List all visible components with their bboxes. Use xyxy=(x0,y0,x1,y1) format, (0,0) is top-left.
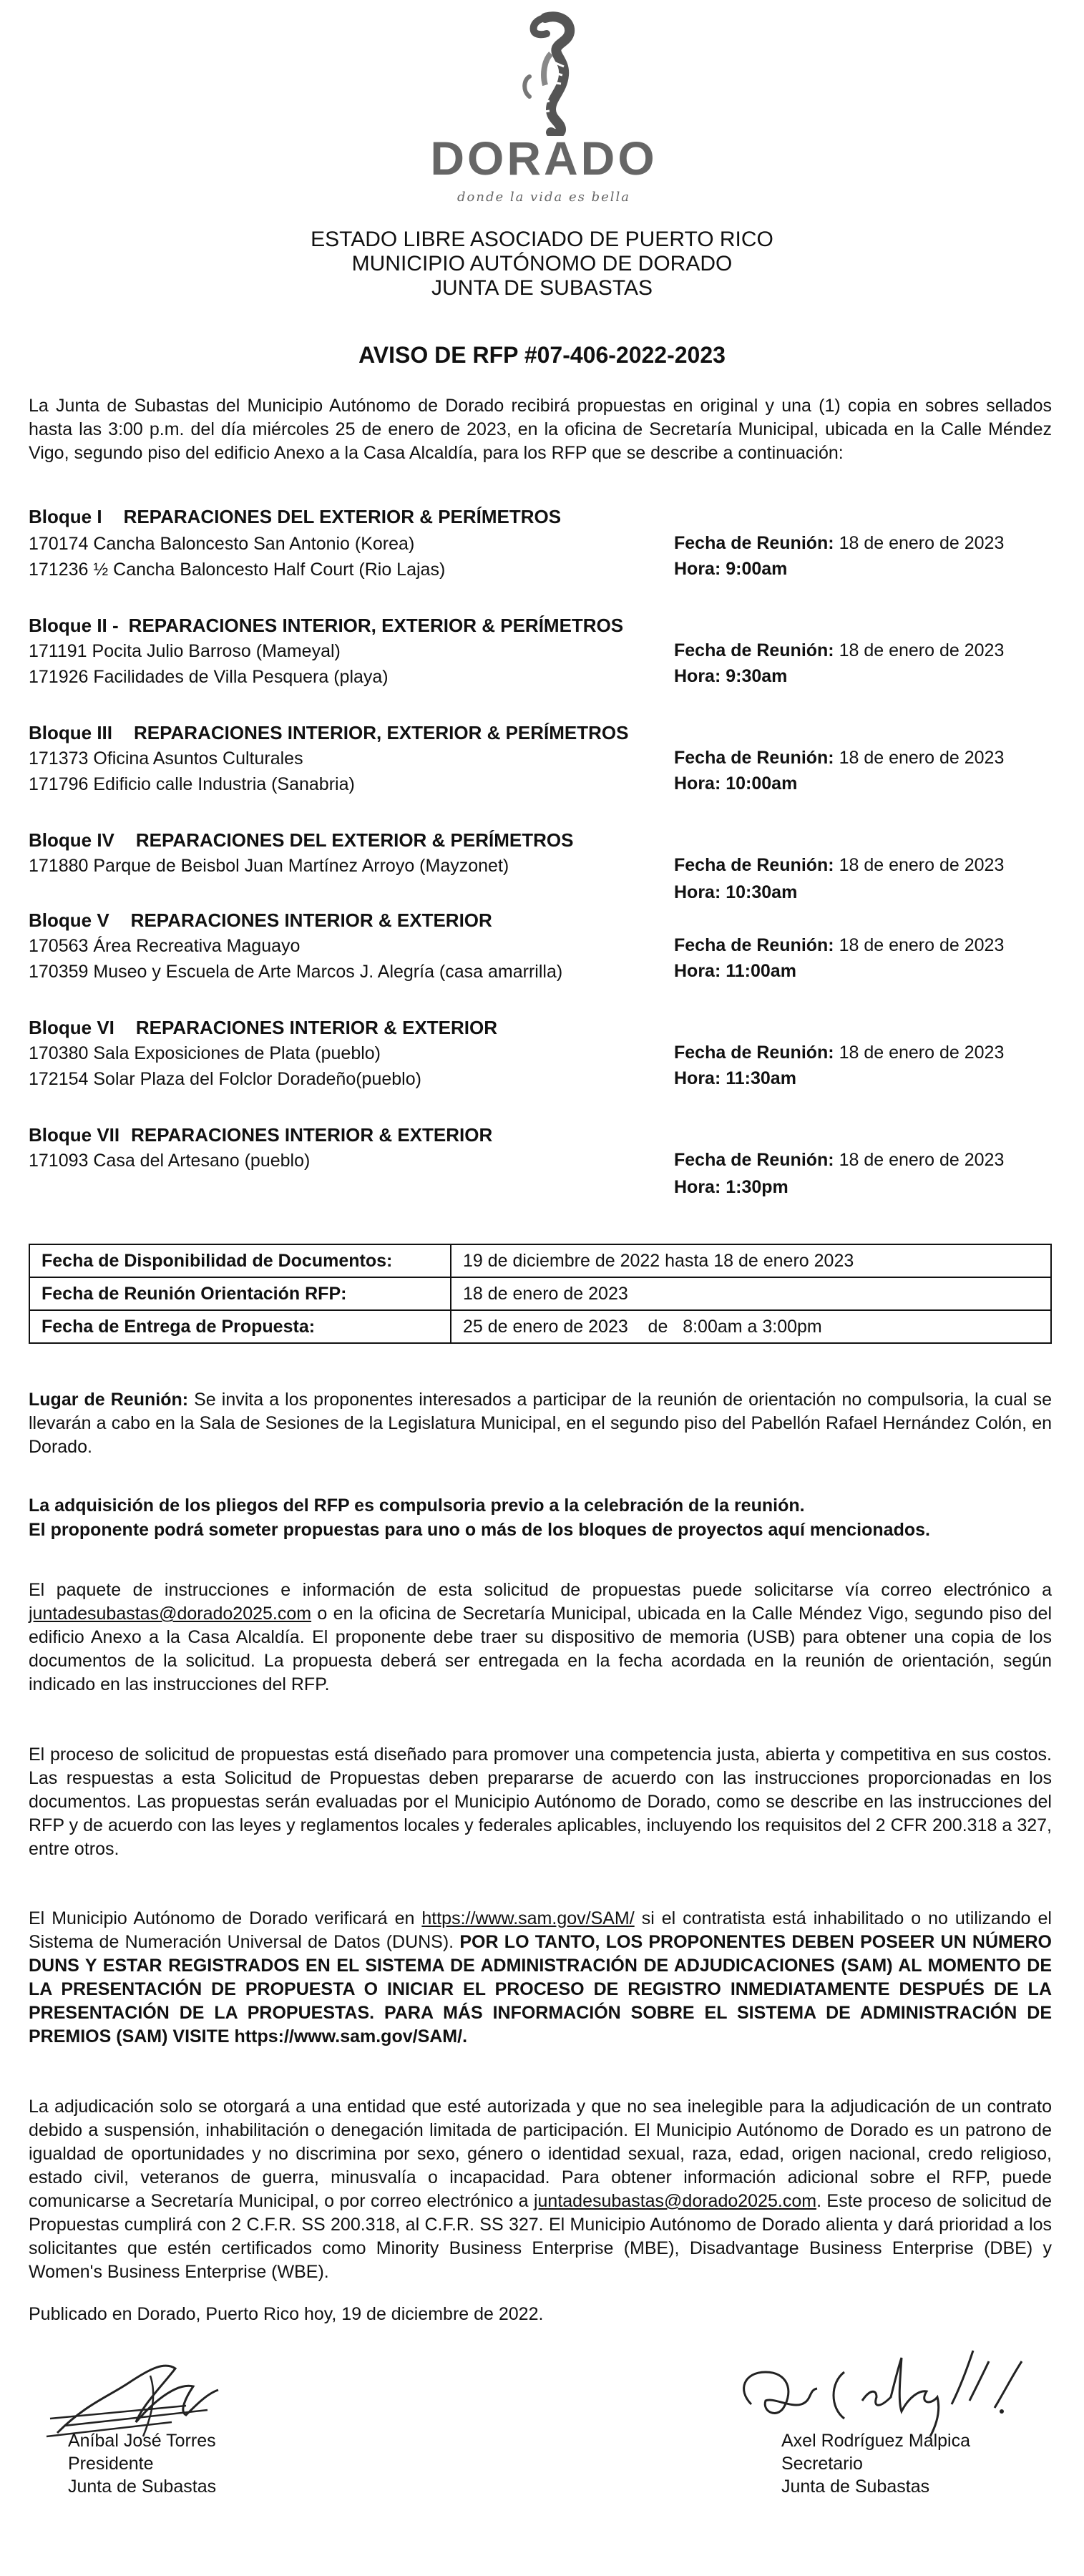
block-2-item: 171191 Pocita Julio Barroso (Mameyal) xyxy=(29,641,341,661)
meeting-date: 18 de enero de 2023 xyxy=(839,533,1005,553)
block-3-item: 171373 Oficina Asuntos Culturales xyxy=(29,748,303,769)
sam-link[interactable]: https://www.sam.gov/SAM/ xyxy=(421,1908,635,1928)
block-1-heading: REPARACIONES DEL EXTERIOR & PERÍMETROS xyxy=(123,506,562,527)
block-7-title xyxy=(29,1123,492,1146)
adjudicacion-text: La adjudicación solo se otorgará a una entidad que esté autorizada y que no sea inelegible para la adjudicación de un contrato debido a suspensión, inhabilitación o denegación limitada de participación. El Municipio Autónomo de Dorado es un patrono de igualdad de oportunidades y no discrimina por sexo, género o identidad sexual, raza, edad, origen nacional, credo religioso, estado civil, veteranos de guerra, minusvalía o incapacidad. Para obtener información adicional sobre el RFP, puede comunicarse a Secretaría Municipal, o por correo electrónico a xyxy=(29,2097,1052,2211)
block-7-heading: REPARACIONES INTERIOR & EXTERIOR xyxy=(131,1124,493,1146)
lugar-label: Lugar de Reunión: xyxy=(29,1390,189,1410)
logo-tagline: donde la vida es bella xyxy=(457,190,630,205)
notice-line-2: El proponente podrá someter propuestas para uno o más de los bloques de proyectos aquí mencionados. xyxy=(29,1520,930,1540)
lugar-text: Se invita a los proponentes interesados a participar de la reunión de orientación no compulsoria, la cual se llevarán a cabo en la Sala de Sesiones de la Legislatura Municipal, en el segundo piso del Pabellón Rafael Hernández Colón, en Dorado. xyxy=(29,1390,1052,1457)
notice-title: AVISO DE RFP #07-406-2022-2023 xyxy=(358,342,726,368)
block-3-name: Bloque III xyxy=(29,722,112,743)
block-5-title xyxy=(29,909,492,932)
block-2-meeting-date xyxy=(674,638,1004,663)
dorado-logo xyxy=(429,11,658,215)
table-cell-value: 25 de enero de 2023 de 8:00am a 3:00pm xyxy=(451,1310,1051,1343)
block-6-meeting-date xyxy=(674,1040,1004,1065)
meeting-label: Fecha de Reunión: xyxy=(674,855,834,875)
table-cell-value: 19 de diciembre de 2022 hasta 18 de enero 2023 xyxy=(451,1244,1051,1277)
email-link[interactable]: juntadesubastas@dorado2025.com xyxy=(29,1604,312,1624)
meeting-date: 18 de enero de 2023 xyxy=(839,935,1005,955)
block-1-meeting-date xyxy=(674,531,1004,555)
header-line-3: JUNTA DE SUBASTAS xyxy=(431,276,653,300)
publicado-line: Publicado en Dorado, Puerto Rico hoy, 19 de diciembre de 2022. xyxy=(29,2304,544,2324)
meeting-label: Fecha de Reunión: xyxy=(674,533,834,553)
block-5-name: Bloque V xyxy=(29,909,109,931)
block-1-name: Bloque I xyxy=(29,506,102,527)
block-3-meeting-date xyxy=(674,746,1004,770)
block-7-meeting-date xyxy=(674,1148,1004,1172)
notice-line-1: La adquisición de los pliegos del RFP es compulsoria previo a la celebración de la reunión. xyxy=(29,1496,805,1516)
block-4-title xyxy=(29,829,573,852)
meeting-date: 18 de enero de 2023 xyxy=(839,640,1005,660)
block-4-meeting-time: Hora: 10:30am xyxy=(674,882,798,902)
signatory-1-role: Presidente xyxy=(68,2454,154,2474)
proceso-paragraph: El proceso de solicitud de propuestas está diseñado para promover una competencia justa, abierta y competitiva en sus costos. Las respuestas a esta Solicitud de Propuestas deben prepararse de acuerdo con las instrucciones proporcionadas en los documentos. Las propuestas serán evaluadas por el Municipio Autónomo de Dorado, como se describe en las instrucciones del RFP y de acuerdo con las leyes y reglamentos locales y federales aplicables, incluyendo los requisitos del 2 CFR 200.318 a 327, entre otros. xyxy=(29,1745,1052,1859)
adjudicacion-text-rest: . Este proceso de solicitud de Propuestas cumplirá con 2 C.F.R. SS 200.318, al C.F.R. SS 327. El Municipio Autónomo de Dorado alienta y dará prioridad a los solicitantes que estén certificados como Minority Business Enterprise (MBE), Disadvantage Business Enterprise (DBE) y Women's Business Enterprise (WBE). xyxy=(29,2191,1052,2282)
logo-wordmark: DORADO xyxy=(430,132,658,185)
block-1-item: 171236 ½ Cancha Baloncesto Half Court (Rio Lajas) xyxy=(29,560,446,580)
block-5-item: 170563 Área Recreativa Maguayo xyxy=(29,936,301,956)
adjudicacion-paragraph xyxy=(29,2095,1052,2284)
table-cell-label: Fecha de Entrega de Propuesta: xyxy=(29,1310,451,1343)
table-row xyxy=(29,1277,1051,1310)
paquete-paragraph xyxy=(29,1579,1052,1697)
meeting-label: Fecha de Reunión: xyxy=(674,1043,834,1063)
block-5-item: 170359 Museo y Escuela de Arte Marcos J. Alegría (casa amarrilla) xyxy=(29,962,563,982)
block-6-meeting-time: Hora: 11:30am xyxy=(674,1068,796,1088)
block-7-item: 171093 Casa del Artesano (pueblo) xyxy=(29,1151,311,1171)
header-line-1: ESTADO LIBRE ASOCIADO DE PUERTO RICO xyxy=(311,228,773,251)
block-3-heading: REPARACIONES INTERIOR, EXTERIOR & PERÍMETROS xyxy=(134,722,629,743)
sam-text-middle: si el contratista está inhabilitado o no utilizando el Sistema de Numeración Universal de Datos (DUNS). xyxy=(29,1908,1052,1952)
signatory-2-org: Junta de Subastas xyxy=(781,2477,930,2497)
block-4-heading: REPARACIONES DEL EXTERIOR & PERÍMETROS xyxy=(135,829,574,851)
block-2-item: 171926 Facilidades de Villa Pesquera (playa) xyxy=(29,667,389,687)
table-cell-value: 18 de enero de 2023 xyxy=(451,1277,1051,1310)
block-6-name: Bloque VI xyxy=(29,1017,114,1038)
block-5-heading: REPARACIONES INTERIOR & EXTERIOR xyxy=(130,909,492,931)
table-row xyxy=(29,1244,1051,1277)
signatory-2-role: Secretario xyxy=(781,2454,863,2474)
meeting-label: Fecha de Reunión: xyxy=(674,935,834,955)
block-6-title xyxy=(29,1016,497,1039)
block-6-item: 170380 Sala Exposiciones de Plata (pueblo) xyxy=(29,1043,381,1063)
meeting-label: Fecha de Reunión: xyxy=(674,640,834,660)
block-2-name: Bloque II - xyxy=(29,615,119,636)
header-line-2: MUNICIPIO AUTÓNOMO DE DORADO xyxy=(351,252,733,275)
block-2-meeting-time: Hora: 9:30am xyxy=(674,666,788,686)
block-6-item: 172154 Solar Plaza del Folclor Doradeño(pueblo) xyxy=(29,1069,421,1089)
table-row xyxy=(29,1310,1051,1343)
lugar-paragraph xyxy=(29,1388,1052,1459)
sam-paragraph xyxy=(29,1907,1052,2049)
block-3-title xyxy=(29,721,628,744)
meeting-date: 18 de enero de 2023 xyxy=(839,855,1005,875)
meeting-label: Fecha de Reunión: xyxy=(674,748,834,768)
signatory-1-org: Junta de Subastas xyxy=(68,2477,217,2497)
signatory-2-name: Axel Rodríguez Malpica xyxy=(781,2431,971,2451)
block-1-meeting-time: Hora: 9:00am xyxy=(674,559,788,579)
paquete-text: El paquete de instrucciones e información de esta solicitud de propuestas puede solicitarse vía correo electrónico a xyxy=(29,1580,1052,1600)
intro-paragraph: La Junta de Subastas del Municipio Autónomo de Dorado recibirá propuestas en original y una (1) copia en sobres sellados hasta las 3:00 p.m. del día miércoles 25 de enero de 2023, en la oficina de Secretaría Municipal, ubicada en la Calle Méndez Vigo, segundo piso del edificio Anexo a la Casa Alcaldía, para los RFP que se describe a continuación: xyxy=(29,396,1052,463)
email-link[interactable]: juntadesubastas@dorado2025.com xyxy=(533,2191,817,2211)
block-3-meeting-time: Hora: 10:00am xyxy=(674,774,798,794)
seahorse-icon xyxy=(501,11,587,136)
sam-text: El Municipio Autónomo de Dorado verificará en xyxy=(29,1908,422,1928)
block-7-meeting-time: Hora: 1:30pm xyxy=(674,1177,788,1197)
block-2-heading: REPARACIONES INTERIOR, EXTERIOR & PERÍMETROS xyxy=(128,615,624,636)
block-6-heading: REPARACIONES INTERIOR & EXTERIOR xyxy=(135,1017,498,1038)
block-4-item: 171880 Parque de Beisbol Juan Martínez Arroyo (Mayzonet) xyxy=(29,856,509,876)
meeting-date: 18 de enero de 2023 xyxy=(839,1043,1005,1063)
block-7-name: Bloque VII xyxy=(29,1124,120,1146)
dates-table xyxy=(29,1244,1052,1344)
block-5-meeting-time: Hora: 11:00am xyxy=(674,961,796,981)
meeting-label: Fecha de Reunión: xyxy=(674,1150,834,1170)
signatory-1-name: Aníbal José Torres xyxy=(68,2431,216,2451)
meeting-date: 18 de enero de 2023 xyxy=(839,748,1005,768)
block-4-meeting-date xyxy=(674,853,1004,877)
block-5-meeting-date xyxy=(674,933,1004,957)
block-3-item: 171796 Edificio calle Industria (Sanabria) xyxy=(29,774,355,794)
paquete-text-rest: o en la oficina de Secretaría Municipal, ubicada en la Calle Méndez Vigo, segundo piso del edificio Anexo a la Casa Alcaldía. El proponente debe traer su dispositivo de memoria (USB) para obtener una copia de los documentos de la solicitud. La propuesta deberá ser entregada en la fecha acordada en la reunión de orientación, según indicado en las instrucciones del RFP. xyxy=(29,1604,1052,1694)
meeting-date: 18 de enero de 2023 xyxy=(839,1150,1005,1170)
block-2-title xyxy=(29,614,623,637)
table-cell-label: Fecha de Reunión Orientación RFP: xyxy=(29,1277,451,1310)
block-1-title xyxy=(29,505,561,528)
block-4-name: Bloque IV xyxy=(29,829,114,851)
table-cell-label: Fecha de Disponibilidad de Documentos: xyxy=(29,1244,451,1277)
block-1-item: 170174 Cancha Baloncesto San Antonio (Korea) xyxy=(29,534,415,554)
sam-bold-text: POR LO TANTO, LOS PROPONENTES DEBEN POSEER UN NÚMERO DUNS Y ESTAR REGISTRADOS EN EL SISTEMA DE ADMINISTRACIÓN DE ADJUDICACIONES (SAM) AL MOMENTO DE LA PRESENTACIÓN DE PROPUESTA O INICIAR EL PROCESO DE REGISTRO INMEDIATAMENTE DESPUÉS DE LA PRESENTACIÓN DE LA PROPUESTAS. PARA MÁS INFORMACIÓN SOBRE EL SISTEMA DE ADMINISTRACIÓN DE PREMIOS (SAM) VISITE https://www.sam.gov/SAM/. xyxy=(29,1932,1052,2046)
